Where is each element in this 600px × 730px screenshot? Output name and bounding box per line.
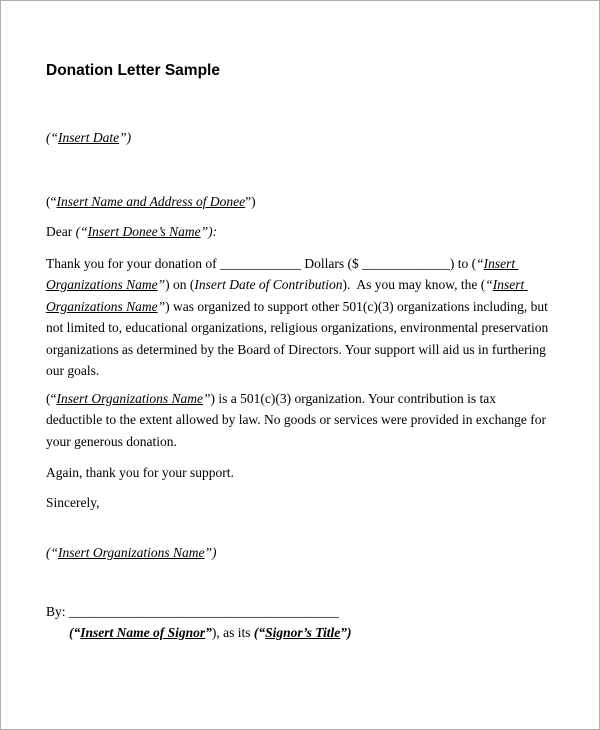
signor-name-title-placeholder-line: (“Insert Name of Signor”), as its (“Signor’s Title”)	[69, 625, 352, 640]
salutation-line: Dear (“Insert Donee’s Name”):	[46, 224, 218, 239]
signature-organization-placeholder-line: (“Insert Organizations Name”)	[46, 545, 217, 560]
by-signature-line: By: ________________________________________	[46, 603, 339, 619]
letter-title: Donation Letter Sample	[46, 62, 220, 79]
donee-name-address-placeholder-line: (“Insert Name and Address of Donee”)	[46, 193, 256, 209]
body-paragraph-donation-details: Thank you for your donation of ____________ Dollars ($ _____________) to (“Insert Organizations Name”) on (Insert Date of Contribution). As you may know, the (“Insert Organizations Name”) was organized to support other 501(c)(3) organizations including, but not limited to, educational organizations, religious organizations, environmental preservation organizations as determined by the Board of Directors. Your support will aid us in furthering our goals.	[46, 255, 552, 378]
closing-line: Sincerely,	[46, 494, 100, 510]
insert-date-placeholder-line: (“Insert Date”)	[46, 130, 132, 145]
body-paragraph-tax-deductible: (“Insert Organizations Name”) is a 501(c)(3) organization. Your contribution is tax deductible to the extent allowed by law. No goods or services were provided in exchange for your generous donation.	[46, 390, 550, 449]
thanks-line: Again, thank you for your support.	[46, 465, 234, 480]
